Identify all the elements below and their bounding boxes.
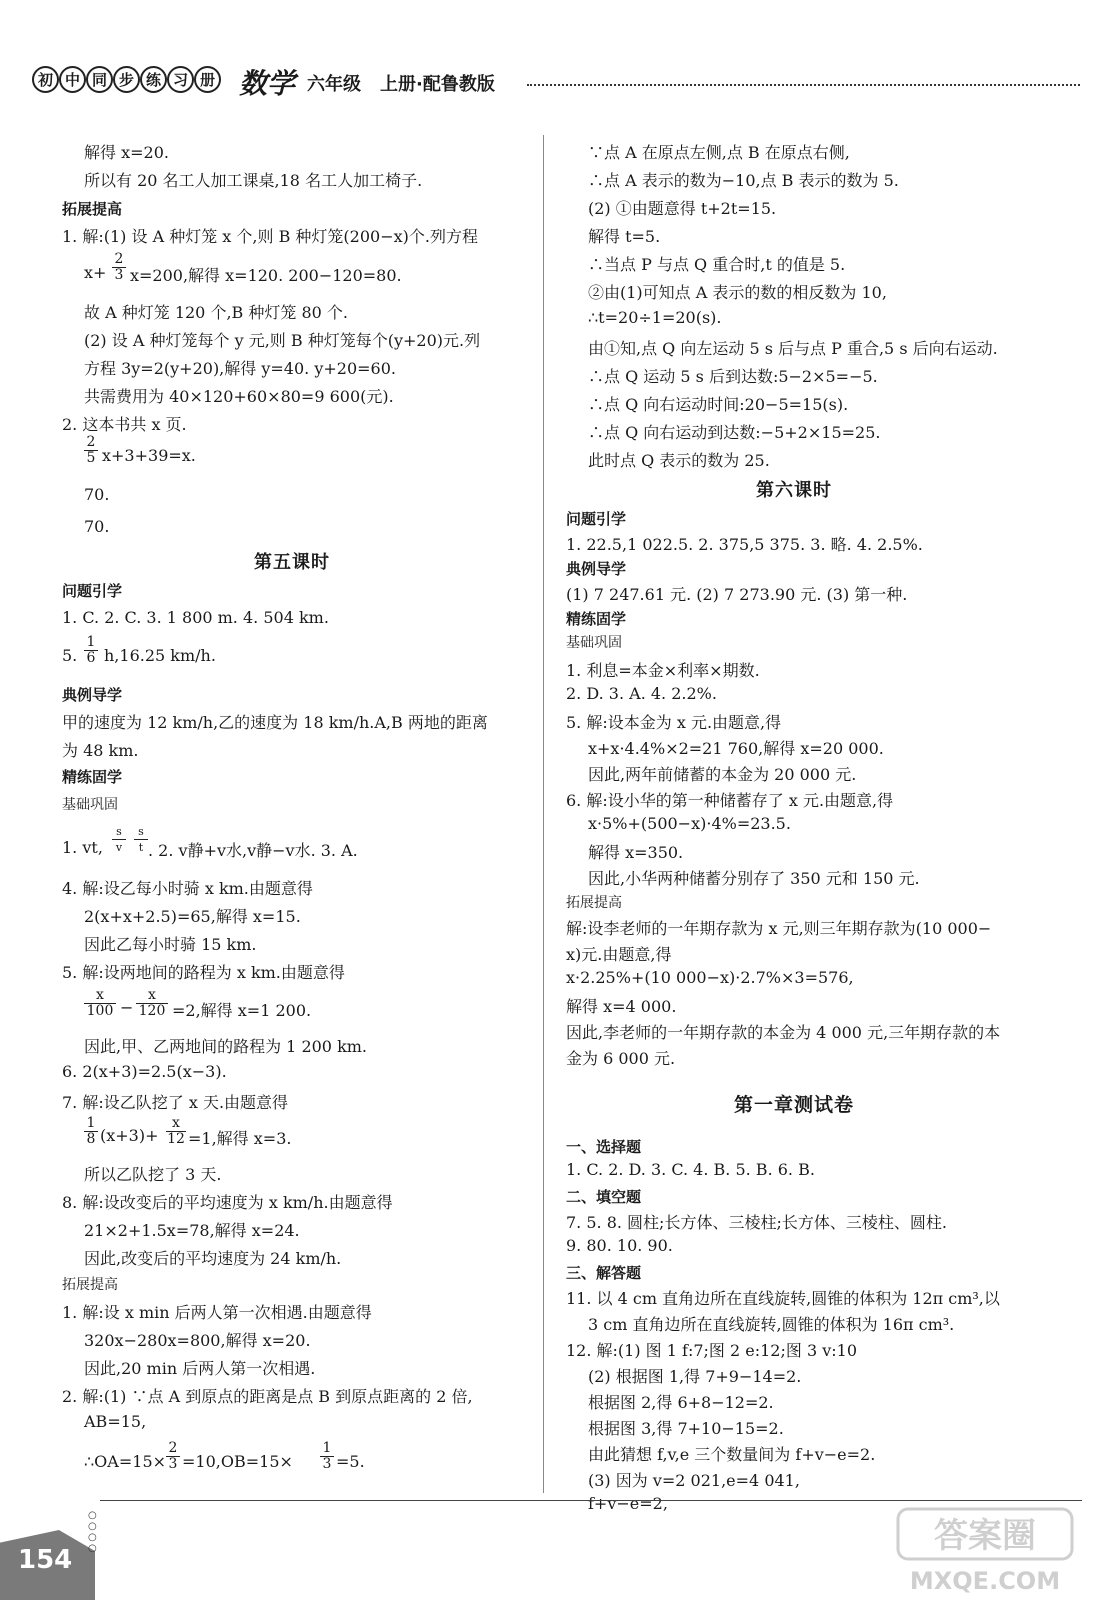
text-line: 1. C. 2. C. 3. 1 800 m. 4. 504 km. — [62, 608, 329, 627]
text-line: 方程 3y=2(y+20),解得 y=40. y+20=60. — [84, 359, 396, 378]
text-line: 2. 这本书共 x 页. — [62, 415, 187, 434]
text-line: 11. 以 4 cm 直角边所在直线旋转,圆锥的体积为 12π cm³,以 — [566, 1289, 1000, 1308]
fraction: $\frac{2}{3}$ — [112, 252, 126, 283]
text-line: ∴点 Q 向右运动到达数:−5+2×15=25. — [588, 423, 881, 442]
text-line: 1. 解:(1) 设 A 种灯笼 x 个,则 B 种灯笼(200−x)个.列方程 — [62, 227, 478, 246]
fraction: $\frac{x}{120}$ — [136, 988, 168, 1019]
text-line: 金为 6 000 元. — [566, 1049, 676, 1068]
text-line: 3 cm 直角边所在直线旋转,圆锥的体积为 16π cm³. — [588, 1315, 955, 1334]
text-line: 解得 t=5. — [588, 227, 661, 246]
fraction: $\frac{2}{3}$ — [166, 1441, 180, 1472]
text-line: 2. 解:(1) ∵点 A 到原点的距离是点 B 到原点距离的 2 倍, — [62, 1387, 473, 1406]
series-char: 初 — [32, 66, 59, 93]
text-line: 2. D. 3. A. 4. 2.2%. — [566, 684, 717, 703]
text-line: 所以有 20 名工人加工课桌,18 名工人加工椅子. — [84, 171, 423, 190]
text-line: 5. 解:设本金为 x 元.由题意,得 — [566, 713, 782, 732]
text-line: 1. 利息=本金×利率×期数. — [566, 661, 760, 680]
text-line: x+x·4.4%×2=21 760,解得 x=20 000. — [588, 739, 884, 758]
footer-rule — [100, 1500, 1082, 1501]
fraction: $\frac{1}{3}$ — [320, 1441, 334, 1472]
text-line: h,16.25 km/h. — [104, 646, 216, 665]
text-line: 21×2+1.5x=78,解得 x=24. — [84, 1221, 300, 1240]
text-line: 根据图 3,得 7+10−15=2. — [588, 1419, 784, 1438]
text-line: − — [120, 998, 134, 1017]
fraction: $\frac{s}{t}$ — [134, 824, 148, 855]
grade-label: 六年级 — [307, 74, 361, 95]
text-line: x)元.由题意,得 — [566, 945, 672, 964]
section-heading: 精练固学 — [566, 610, 627, 628]
text-line: 2(x+x+2.5)=65,解得 x=15. — [84, 907, 301, 926]
text-line: 为 48 km. — [62, 741, 139, 760]
side-ornament: ○ ○ ○ ○ — [88, 1510, 97, 1554]
text-line: (3) 因为 v=2 021,e=4 041, — [588, 1471, 800, 1490]
text-line: =5. — [336, 1452, 365, 1471]
text-line: x+ — [84, 263, 107, 282]
text-line: 故 A 种灯笼 120 个,B 种灯笼 80 个. — [84, 303, 348, 322]
text-line: 7. 5. 8. 圆柱;长方体、三棱柱;长方体、三棱柱、圆柱. — [566, 1213, 947, 1232]
text-line: 解得 x=350. — [588, 843, 684, 862]
text-line: ∵点 A 在原点左侧,点 B 在原点右侧, — [588, 143, 850, 162]
text-line: ②由(1)可知点 A 表示的数的相反数为 10, — [588, 283, 887, 302]
section-heading: 拓展提高 — [62, 1277, 118, 1293]
series-title — [32, 66, 221, 93]
text-line: x=200,解得 x=120. 200−120=80. — [130, 266, 402, 285]
section-heading: 精练固学 — [62, 768, 123, 786]
text-line: AB=15, — [84, 1412, 147, 1431]
text-line: 1. C. 2. D. 3. C. 4. B. 5. B. 6. B. — [566, 1160, 815, 1179]
fraction: $\frac{1}{6}$ — [84, 635, 98, 666]
text-line: 1. 解:设 x min 后两人第一次相遇.由题意得 — [62, 1303, 372, 1322]
text-line: (2) 设 A 种灯笼每个 y 元,则 B 种灯笼每个(y+20)元.列 — [84, 331, 481, 350]
text-line: 因此,改变后的平均速度为 24 km/h. — [84, 1249, 342, 1268]
lesson-title: 第六课时 — [756, 480, 832, 501]
text-line: 6. 2(x+3)=2.5(x−3). — [62, 1062, 227, 1081]
text-line: ∴点 A 表示的数为−10,点 B 表示的数为 5. — [588, 171, 899, 190]
fraction: $\frac{x}{100}$ — [84, 988, 116, 1019]
text-line: 甲的速度为 12 km/h,乙的速度为 18 km/h.A,B 两地的距离 — [62, 713, 488, 732]
text-line: f+v−e=2, — [588, 1494, 668, 1513]
text-line: 1. vt, — [62, 838, 103, 857]
text-line: x·2.25%+(10 000−x)·2.7%×3=576, — [566, 968, 854, 987]
fraction: $\frac{2}{5}$ — [84, 435, 98, 466]
text-line: =1,解得 x=3. — [188, 1129, 292, 1148]
section-heading: 问题引学 — [62, 582, 123, 600]
subject-title: 数学 — [239, 67, 296, 100]
text-line: 70. — [84, 517, 110, 536]
text-line: 5. — [62, 646, 78, 665]
series-char: 同 — [86, 66, 113, 93]
series-char: 中 — [59, 66, 86, 93]
text-line: =2,解得 x=1 200. — [172, 1001, 312, 1020]
svg-text:MXQE.COM: MXQE.COM — [909, 1567, 1061, 1595]
text-line: 解得 x=4 000. — [566, 997, 677, 1016]
subsection-heading: 基础巩固 — [566, 635, 622, 651]
text-line: 70. — [84, 485, 110, 504]
text-line: 因此,甲、乙两地间的路程为 1 200 km. — [84, 1037, 368, 1056]
header-dotted-rule — [527, 84, 1080, 86]
text-line: 此时点 Q 表示的数为 25. — [588, 451, 770, 470]
lesson-title: 第五课时 — [254, 552, 330, 573]
section-heading: 问题引学 — [566, 510, 627, 528]
text-line: 9. 80. 10. 90. — [566, 1236, 673, 1255]
series-char: 习 — [167, 66, 194, 93]
subsection-heading: 基础巩固 — [62, 797, 118, 813]
text-line: ∴当点 P 与点 Q 重合时,t 的值是 5. — [588, 255, 846, 274]
fraction: $\frac{1}{8}$ — [84, 1116, 98, 1147]
volume-label: 上册·配鲁教版 — [380, 74, 495, 95]
text-line: 320x−280x=800,解得 x=20. — [84, 1331, 311, 1350]
text-line: x·5%+(500−x)·4%=23.5. — [588, 814, 791, 833]
page-header — [32, 66, 1082, 100]
chapter-test-title: 第一章测试卷 — [734, 1094, 855, 1116]
page-number: 154 — [18, 1545, 73, 1575]
text-line: (2) ①由题意得 t+2t=15. — [588, 199, 777, 218]
section-heading: 一、选择题 — [566, 1138, 642, 1156]
series-char: 册 — [194, 66, 221, 93]
text-line: 因此乙每小时骑 15 km. — [84, 935, 257, 954]
text-line: 因此,20 min 后两人第一次相遇. — [84, 1359, 316, 1378]
svg-text:答案圈: 答案圈 — [934, 1516, 1036, 1556]
text-line: ∴点 Q 向右运动时间:20−5=15(s). — [588, 395, 849, 414]
text-line: 解:设李老师的一年期存款为 x 元,则三年期存款为(10 000− — [566, 919, 992, 938]
text-line: 因此,小华两种储蓄分别存了 350 元和 150 元. — [588, 869, 920, 888]
text-line: (x+3)+ — [100, 1126, 159, 1145]
text-line: 因此,两年前储蓄的本金为 20 000 元. — [588, 765, 857, 784]
section-heading: 典例导学 — [62, 686, 123, 704]
text-line: 4. 解:设乙每小时骑 x km.由题意得 — [62, 879, 313, 898]
text-line: ∴OA=15× — [84, 1452, 167, 1471]
text-line: (2) 根据图 1,得 7+9−14=2. — [588, 1367, 802, 1386]
text-line: 根据图 2,得 6+8−12=2. — [588, 1393, 774, 1412]
series-char: 练 — [140, 66, 167, 93]
text-line: ∴点 Q 运动 5 s 后到达数:5−2×5=−5. — [588, 367, 878, 386]
section-heading: 拓展提高 — [566, 895, 622, 911]
text-line: 6. 解:设小华的第一种储蓄存了 x 元.由题意,得 — [566, 791, 894, 810]
text-line: 解得 x=20. — [84, 143, 169, 162]
section-heading: 三、解答题 — [566, 1264, 642, 1282]
text-line: ∴t=20÷1=20(s). — [588, 308, 722, 327]
watermark-logo — [890, 1505, 1080, 1595]
fraction: $\frac{x}{12}$ — [167, 1115, 185, 1147]
text-line: 共需费用为 40×120+60×80=9 600(元). — [84, 387, 394, 406]
text-line: 12. 解:(1) 图 1 f:7;图 2 e:12;图 3 v:10 — [566, 1341, 858, 1360]
text-line: 7. 解:设乙队挖了 x 天.由题意得 — [62, 1093, 289, 1112]
text-line: 由此猜想 f,v,e 三个数量间为 f+v−e=2. — [588, 1445, 876, 1464]
section-heading: 拓展提高 — [62, 200, 123, 218]
text-line: . 2. v静+v水,v静−v水. 3. A. — [148, 841, 358, 860]
text-line: x+3+39=x. — [102, 446, 196, 465]
text-line: 5. 解:设两地间的路程为 x km.由题意得 — [62, 963, 345, 982]
text-line: 1. 22.5,1 022.5. 2. 375,5 375. 3. 略. 4. 2.5%. — [566, 535, 923, 554]
text-line: 8. 解:设改变后的平均速度为 x km/h.由题意得 — [62, 1193, 393, 1212]
fraction: $\frac{s}{v}$ — [112, 824, 126, 855]
section-heading: 典例导学 — [566, 560, 627, 578]
text-line: 因此,李老师的一年期存款的本金为 4 000 元,三年期存款的本 — [566, 1023, 1001, 1042]
text-line: 所以乙队挖了 3 天. — [84, 1165, 222, 1184]
series-char: 步 — [113, 66, 140, 93]
column-divider — [543, 135, 544, 1493]
text-line: 由①知,点 Q 向左运动 5 s 后与点 P 重合,5 s 后向右运动. — [588, 339, 998, 358]
section-heading: 二、填空题 — [566, 1188, 642, 1206]
text-line: (1) 7 247.61 元. (2) 7 273.90 元. (3) 第一种. — [566, 585, 908, 604]
text-line: =10,OB=15× — [182, 1452, 293, 1471]
